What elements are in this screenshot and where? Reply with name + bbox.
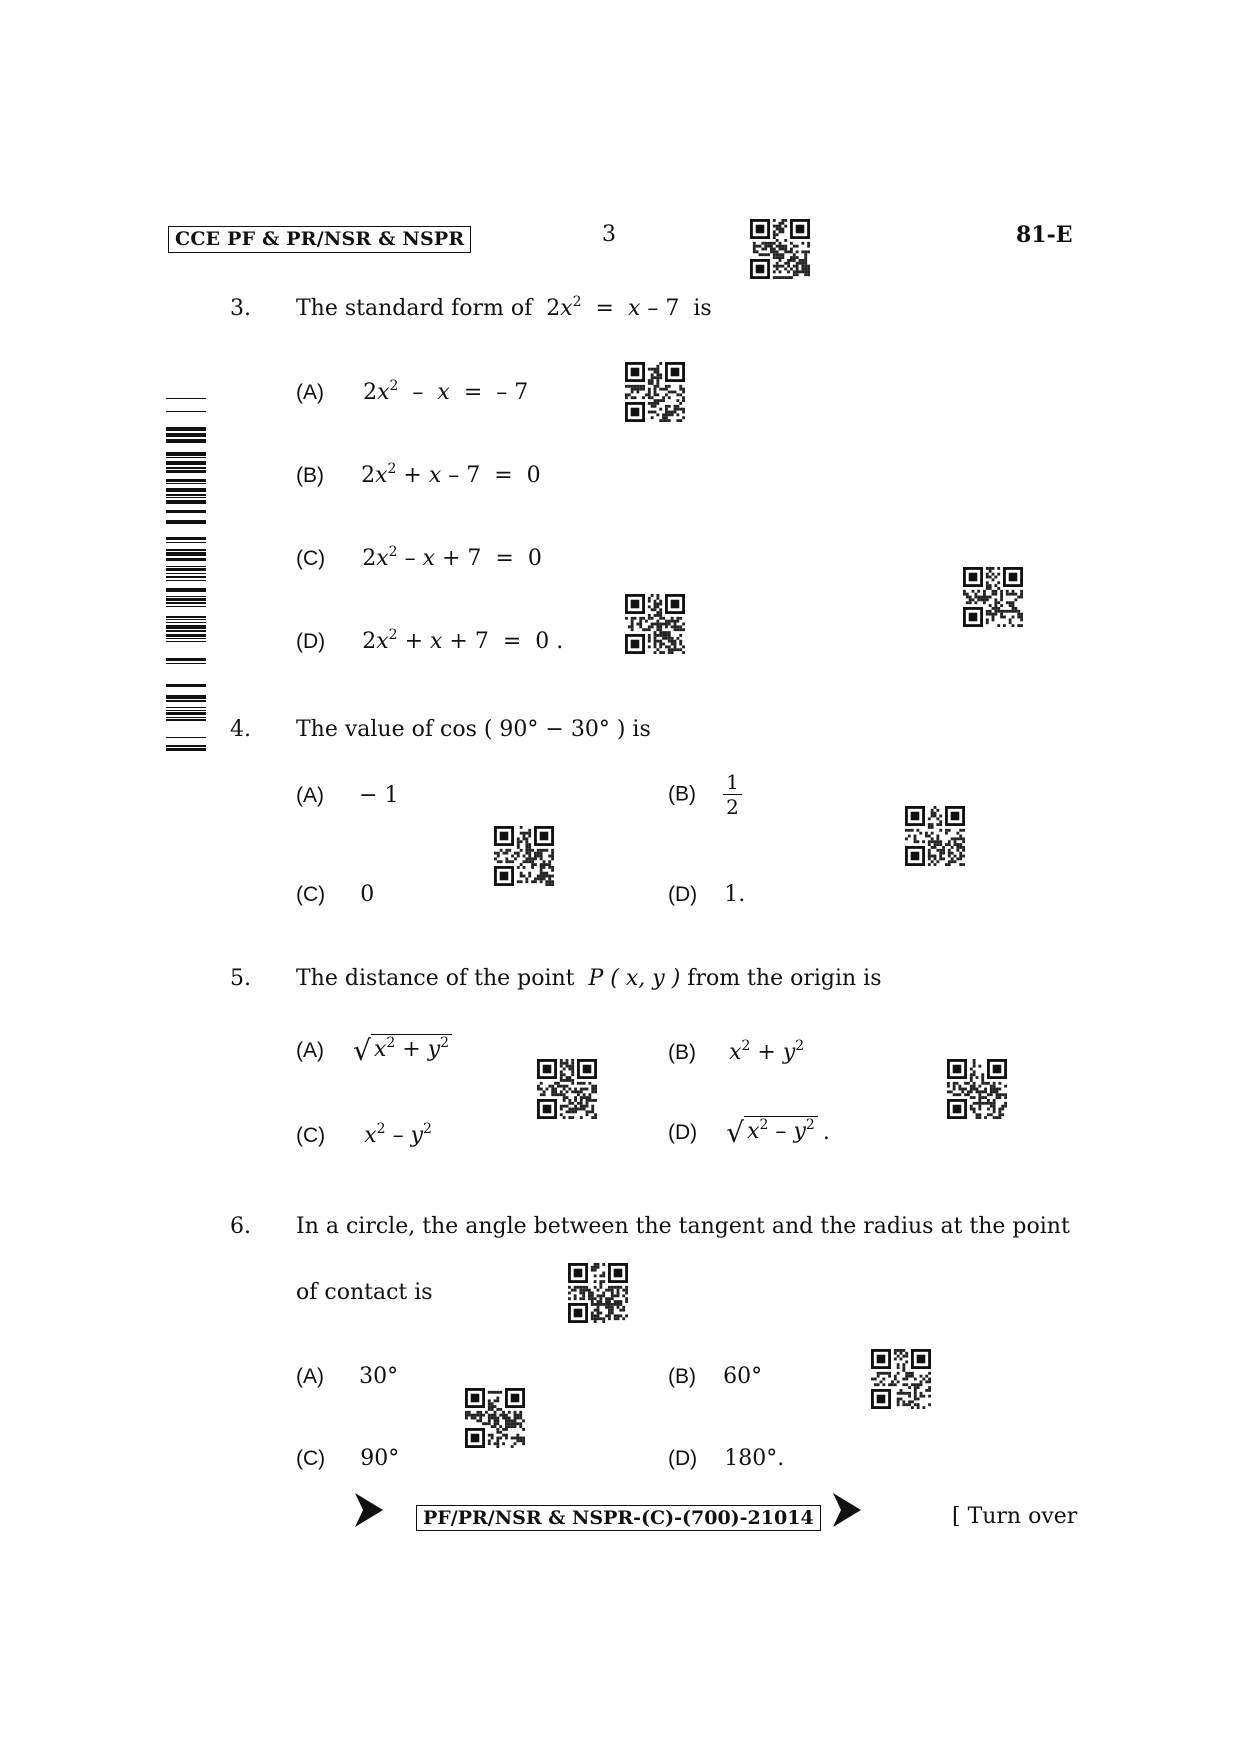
- question-5-text: [296, 966, 881, 991]
- arrow-pointer-icon: [832, 1492, 862, 1528]
- question-4-text: The value of cos ( 90° − 30° ) is: [296, 717, 651, 742]
- qr-code-icon: [963, 566, 1023, 628]
- option-value: $x^2 - y^2$: [364, 1121, 432, 1148]
- option-tail: .: [822, 1120, 830, 1145]
- option-label: (A): [296, 784, 324, 807]
- option-label: (C): [296, 883, 326, 906]
- q3-option-d: [296, 629, 563, 654]
- question-6-text-line2: of contact is: [296, 1280, 433, 1305]
- q5-option-a: [296, 1034, 452, 1067]
- qr-code-icon: [625, 361, 685, 423]
- footer-code-box: PF/PR/NSR & NSPR-(C)-(700)-21014: [416, 1505, 821, 1531]
- q5-option-c: [296, 1123, 432, 1148]
- qr-code-icon: [465, 1387, 525, 1449]
- question-3-tail: is: [693, 296, 712, 321]
- qr-code-icon: [871, 1348, 931, 1410]
- radical-sign-icon: √: [353, 1034, 371, 1067]
- option-label: (C): [296, 1124, 326, 1147]
- option-label: (D): [296, 630, 326, 653]
- page-number: 3: [602, 222, 616, 247]
- qr-code-icon: [947, 1058, 1007, 1120]
- question-3-text: [296, 296, 712, 321]
- option-value: 180°.: [724, 1446, 785, 1471]
- qr-code-icon: [568, 1262, 628, 1324]
- q4-option-d: [668, 882, 745, 907]
- qr-code-icon: [537, 1058, 597, 1120]
- question-3-number: 3.: [230, 296, 251, 321]
- option-value: $2x^2 + x + 7 = 0$ .: [362, 627, 564, 654]
- option-value: $2x^2 - x + 7 = 0$: [362, 544, 542, 571]
- option-label: (A): [296, 381, 324, 404]
- question-4-number: 4.: [230, 717, 251, 742]
- option-label: (B): [668, 1365, 696, 1388]
- option-value: 0: [360, 882, 375, 907]
- question-5-stem-b: from the origin is: [687, 966, 882, 991]
- option-value: 90°: [360, 1446, 400, 1471]
- option-label: (A): [296, 1039, 324, 1062]
- option-label: (B): [668, 782, 696, 806]
- option-value: $2x^2 + x - 7 = 0$: [361, 461, 541, 488]
- option-value: 60°: [723, 1364, 763, 1389]
- radicand: $x^2 - y^2$: [744, 1116, 818, 1144]
- option-value: $2x^2$ – x = – 7: [363, 378, 529, 405]
- q4-option-b: [668, 770, 742, 819]
- option-value: 30°: [359, 1364, 399, 1389]
- option-label: (A): [296, 1365, 324, 1388]
- qr-code-icon: [905, 805, 965, 867]
- option-value: − 1: [359, 783, 399, 808]
- option-label: (C): [296, 1447, 326, 1470]
- q6-option-a: [296, 1364, 398, 1389]
- radicand: $x^2 + y^2$: [371, 1034, 452, 1062]
- q4-option-a: [296, 783, 399, 808]
- sqrt-x2-plus-y2: [353, 1034, 452, 1067]
- q3-option-c: [296, 546, 542, 571]
- option-label: (C): [296, 547, 326, 570]
- q6-option-c: [296, 1446, 399, 1471]
- option-label: (D): [668, 883, 698, 906]
- fraction-numerator: 1: [723, 770, 742, 795]
- q3-option-b: [296, 463, 541, 488]
- qr-code-icon: [750, 218, 810, 280]
- option-label: (B): [668, 1041, 696, 1064]
- fraction-denominator: 2: [726, 795, 739, 819]
- q5-option-d: [668, 1116, 830, 1149]
- option-label: (D): [668, 1447, 698, 1470]
- qr-code-icon: [494, 825, 554, 887]
- barcode-icon: [166, 398, 206, 754]
- question-3-stem: The standard form of: [296, 296, 533, 321]
- paper-code: 81-E: [1016, 222, 1073, 248]
- arrow-pointer-icon: [354, 1492, 384, 1528]
- question-6-text-line1: In a circle, the angle between the tangent and the radius at the point: [296, 1214, 1070, 1239]
- option-value: $x^2 + y^2$: [729, 1038, 805, 1065]
- q6-option-d: [668, 1446, 784, 1471]
- q4-option-c: [296, 882, 374, 907]
- header-subject-box: CCE PF & PR/NSR & NSPR: [168, 226, 471, 253]
- question-6-number: 6.: [230, 1214, 251, 1239]
- question-5-stem-a: The distance of the point: [296, 966, 575, 991]
- option-value: 1.: [724, 882, 746, 907]
- radical-sign-icon: √: [726, 1116, 745, 1149]
- turn-over-note: [ Turn over: [952, 1504, 1078, 1529]
- qr-code-icon: [625, 593, 685, 655]
- question-5-number: 5.: [230, 966, 251, 991]
- q3-option-a: [296, 380, 528, 405]
- fraction-one-half: [723, 770, 742, 819]
- sqrt-x2-minus-y2: [726, 1116, 818, 1149]
- q5-option-b: [668, 1040, 804, 1065]
- q6-option-b: [668, 1364, 762, 1389]
- question-5-point: P ( x, y ): [588, 966, 681, 991]
- option-label: (B): [296, 464, 324, 487]
- option-label: (D): [668, 1121, 698, 1144]
- question-3-equation: $2x^2 = x - 7$: [546, 294, 680, 321]
